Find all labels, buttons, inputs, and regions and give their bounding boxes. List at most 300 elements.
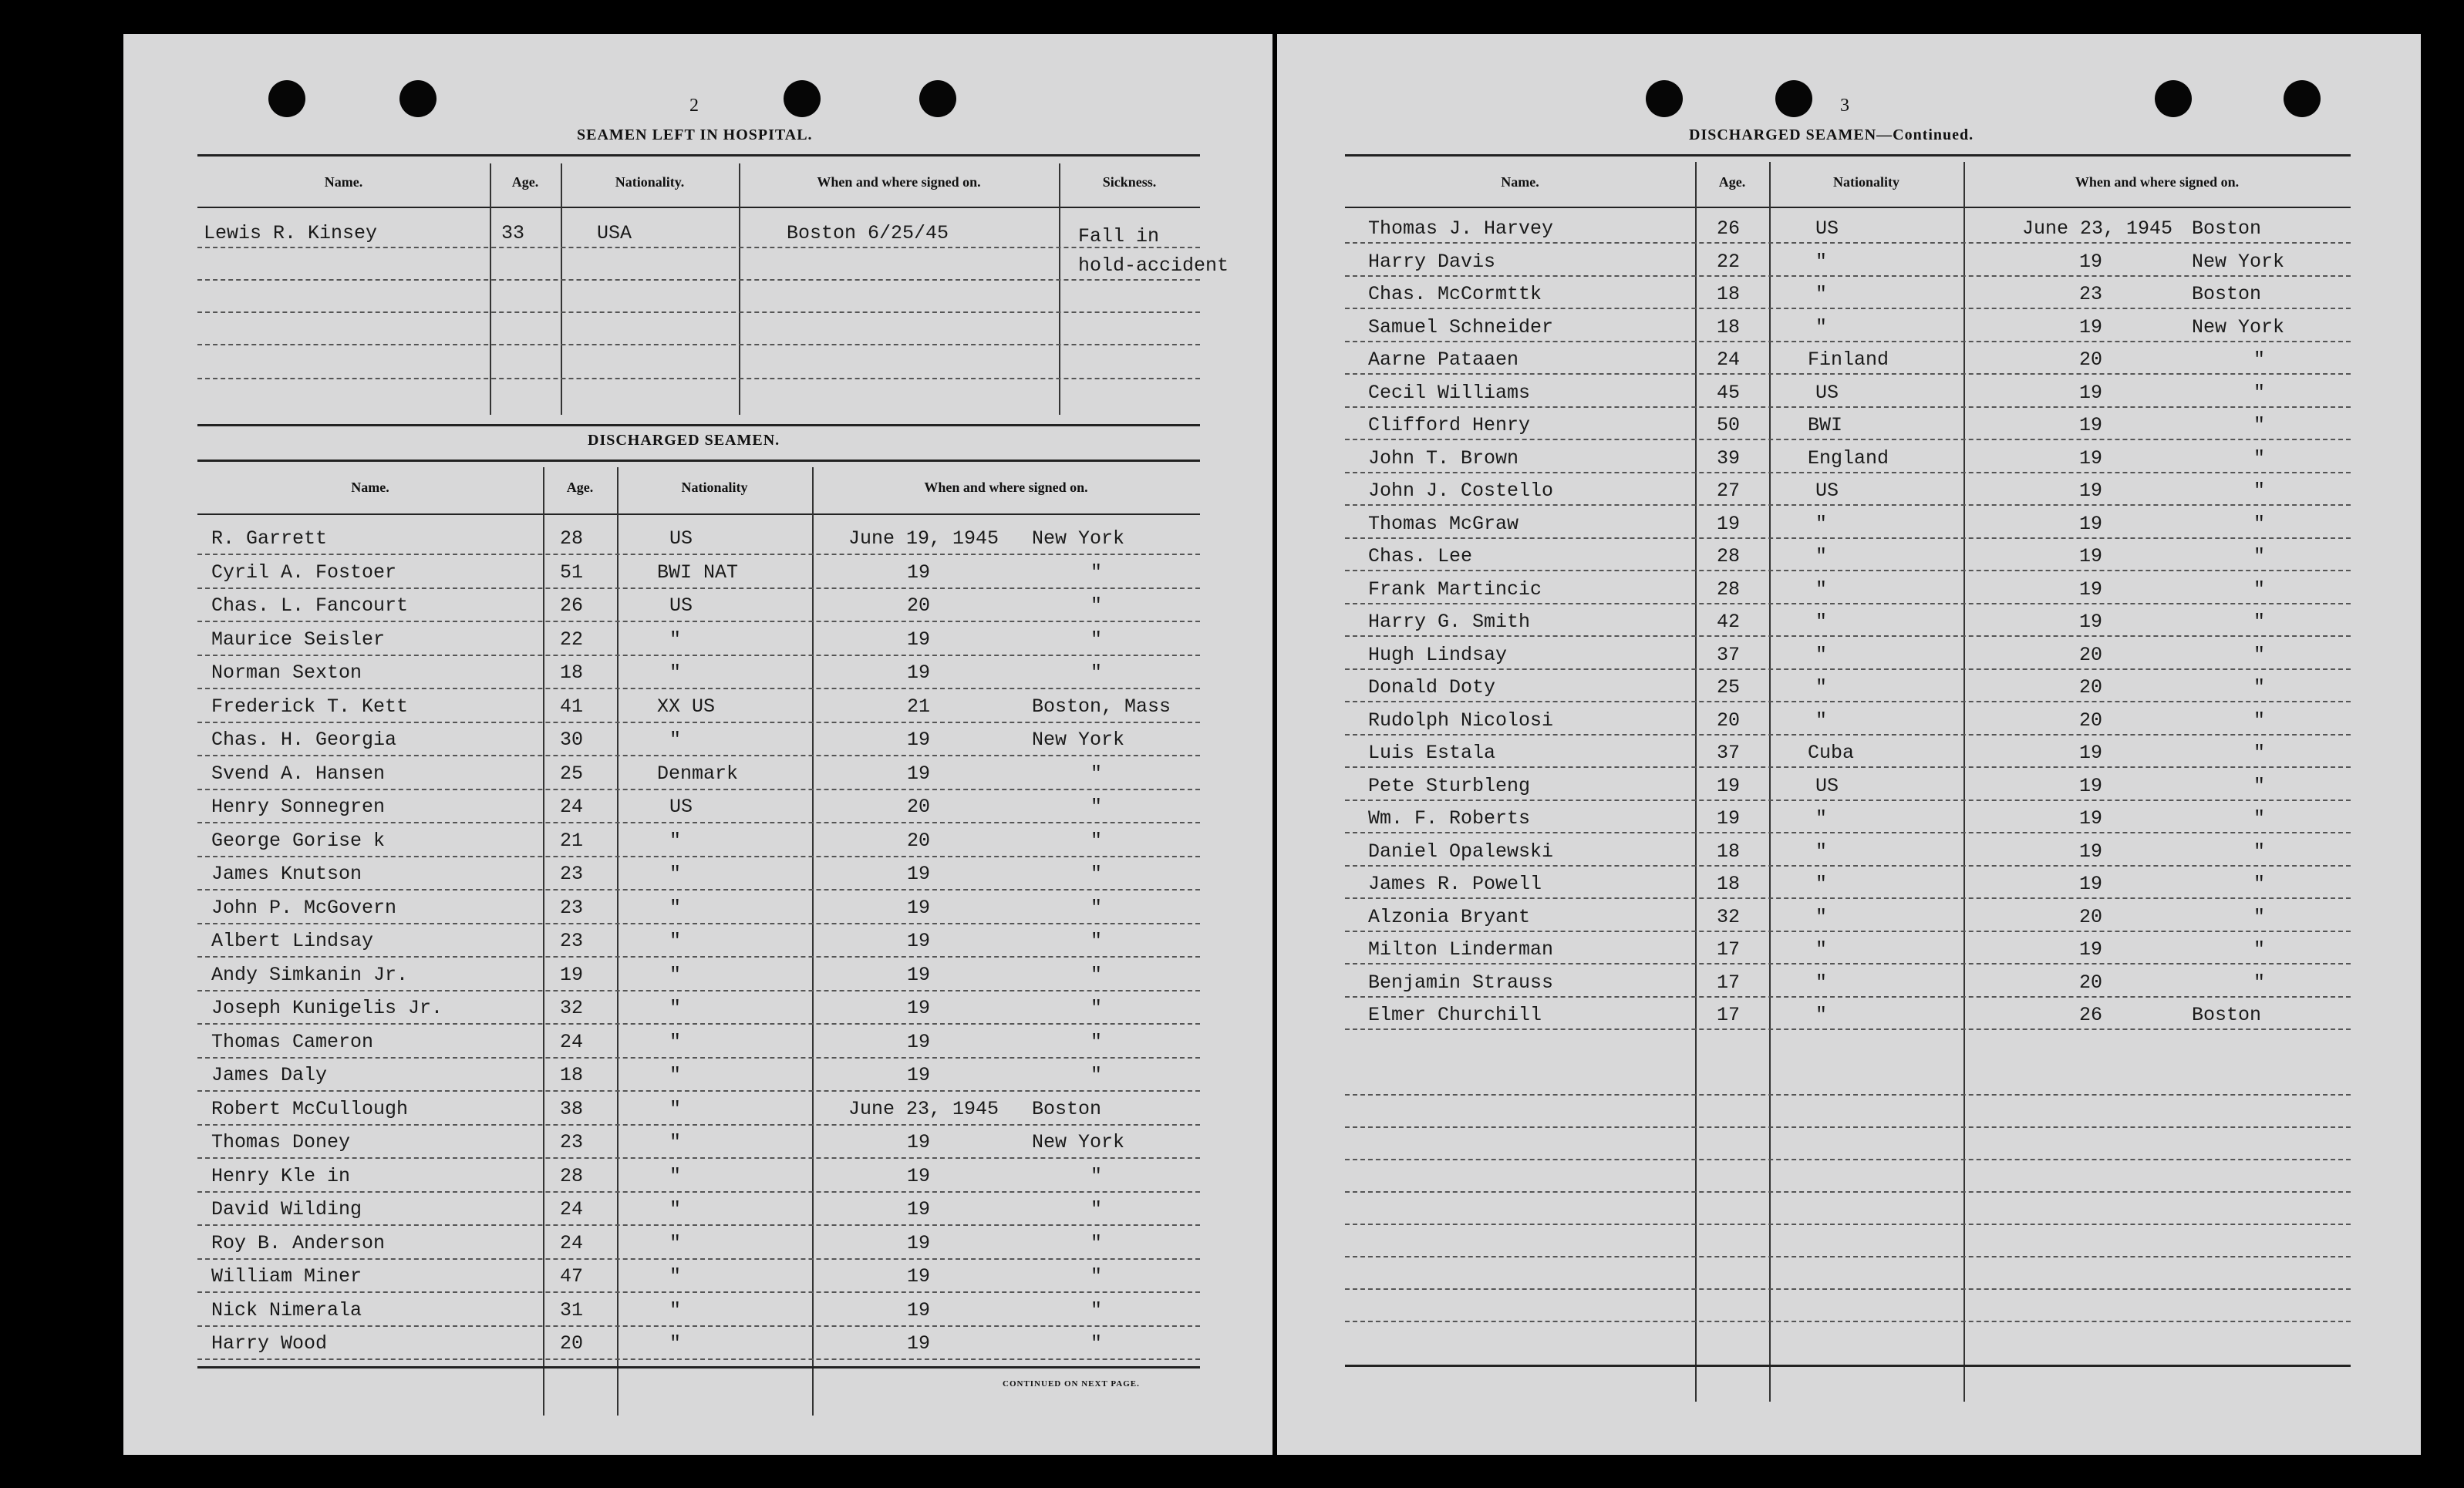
dotted-row-line <box>1345 963 2351 965</box>
seaman-nationality: US <box>1815 775 1839 797</box>
hospital-header-nationality: Nationality. <box>615 174 685 190</box>
dotted-row-line <box>1345 570 2351 571</box>
dotted-row-line <box>1345 897 2351 899</box>
dotted-row-line <box>1345 635 2351 637</box>
seaman-signed-place: " <box>1090 964 1103 986</box>
dotted-row-line <box>1345 603 2351 604</box>
seaman-signed-place: " <box>1090 863 1103 885</box>
dotted-row-line <box>197 1291 1200 1293</box>
dotted-row-line <box>1345 931 2351 932</box>
seaman-name: Chas. L. Fancourt <box>211 594 409 617</box>
seaman-age: 17 <box>1717 1004 1741 1026</box>
seaman-age: 19 <box>1717 513 1741 535</box>
seaman-age: 41 <box>560 695 584 718</box>
seaman-signed-date: 19 <box>2079 316 2103 338</box>
dotted-row-line <box>197 1157 1200 1159</box>
seaman-nationality: " <box>1815 709 1828 732</box>
seaman-nationality: US <box>1815 480 1839 502</box>
seaman-age: 24 <box>1717 348 1741 371</box>
seaman-nationality: " <box>669 897 682 919</box>
seaman-signed-date: 20 <box>2079 906 2103 928</box>
dotted-row-line <box>1345 275 2351 277</box>
seaman-signed-date: June 23, 1945 <box>2022 217 2173 240</box>
seaman-signed-place: Boston <box>2192 1004 2262 1026</box>
seaman-name: Albert Lindsay <box>211 930 374 952</box>
right-col-divider <box>1769 162 1771 1402</box>
punch-hole <box>2155 80 2192 117</box>
dotted-row-line <box>1345 1126 2351 1128</box>
seaman-signed-date: 19 <box>907 1299 931 1321</box>
seaman-signed-place: " <box>2253 480 2266 502</box>
seaman-age: 17 <box>1717 971 1741 994</box>
dotted-row-line <box>197 923 1200 924</box>
seaman-age: 22 <box>560 628 584 651</box>
seaman-signed-date: 20 <box>907 594 931 617</box>
right-col-divider <box>1695 162 1697 1402</box>
seaman-name: Cyril A. Fostoer <box>211 561 397 584</box>
seaman-signed-date: 19 <box>907 1165 931 1187</box>
seaman-signed-place: " <box>2253 513 2266 535</box>
seaman-signed-date: 26 <box>2079 1004 2103 1026</box>
seaman-name: R. Garrett <box>211 527 328 550</box>
seaman-age: 31 <box>560 1299 584 1321</box>
seaman-signed-place: " <box>2253 676 2266 699</box>
seaman-name: John P. McGovern <box>211 897 397 919</box>
seaman-signed-date: 20 <box>2079 709 2103 732</box>
seaman-name: Rudolph Nicolosi <box>1368 709 1554 732</box>
seaman-signed-place: " <box>1090 561 1103 584</box>
seaman-signed-place: Boston <box>2192 217 2262 240</box>
seaman-age: 28 <box>1717 578 1741 601</box>
discharged-bottom-rule <box>197 1366 1200 1368</box>
seaman-signed-place: " <box>1090 997 1103 1019</box>
seaman-signed-date: 19 <box>2079 807 2103 830</box>
dotted-row-line <box>197 1358 1200 1360</box>
seaman-signed-place: " <box>1090 1299 1103 1321</box>
seaman-name: Wm. F. Roberts <box>1368 807 1531 830</box>
right-top-rule <box>1345 154 2351 157</box>
seaman-signed-date: 19 <box>2079 447 2103 470</box>
dotted-row-line <box>1345 1191 2351 1193</box>
continued-note: CONTINUED ON NEXT PAGE. <box>1003 1379 1140 1389</box>
seaman-signed-place: " <box>1090 1165 1103 1187</box>
seaman-signed-place: " <box>1090 830 1103 852</box>
punch-hole <box>2284 80 2321 117</box>
seaman-signed-place: " <box>2253 906 2266 928</box>
dotted-row-line <box>197 1325 1200 1327</box>
hospital-age: 33 <box>501 222 525 244</box>
right-header-age: Age. <box>1718 174 1746 190</box>
seaman-signed-date: 19 <box>907 1232 931 1254</box>
seaman-signed-date: 19 <box>907 561 931 584</box>
seaman-age: 47 <box>560 1265 584 1288</box>
seaman-age: 28 <box>560 1165 584 1187</box>
hospital-sickness-cont: hold-accident <box>1078 254 1229 277</box>
seaman-signed-date: 20 <box>2079 348 2103 371</box>
seaman-signed-date: 19 <box>907 1131 931 1153</box>
seaman-signed-date: 19 <box>907 1031 931 1053</box>
seaman-signed-date: 19 <box>907 763 931 785</box>
seaman-signed-place: " <box>1090 662 1103 684</box>
seaman-age: 37 <box>1717 742 1741 764</box>
seaman-signed-place: " <box>1090 1232 1103 1254</box>
discharged-top-rule <box>197 460 1200 462</box>
seaman-name: John J. Costello <box>1368 480 1554 502</box>
seaman-age: 23 <box>560 1131 584 1153</box>
seaman-age: 19 <box>1717 807 1741 830</box>
dotted-row-line <box>1345 504 2351 506</box>
seaman-age: 26 <box>560 594 584 617</box>
seaman-name: Benjamin Strauss <box>1368 971 1554 994</box>
hospital-title: SEAMEN LEFT IN HOSPITAL. <box>577 126 813 143</box>
seaman-signed-place: " <box>1090 1332 1103 1355</box>
hospital-header-name: Name. <box>324 174 363 190</box>
dotted-row-line <box>1345 537 2351 539</box>
page-number: 3 <box>1840 96 1849 116</box>
dotted-row-line <box>197 344 1200 345</box>
seaman-name: Luis Estala <box>1368 742 1496 764</box>
seaman-signed-place: " <box>2253 807 2266 830</box>
seaman-name: Hugh Lindsay <box>1368 644 1508 666</box>
seaman-signed-date: 19 <box>907 1332 931 1355</box>
punch-hole <box>1775 80 1812 117</box>
dotted-row-line <box>1345 1094 2351 1096</box>
seaman-signed-place: Boston <box>1032 1098 1102 1120</box>
dotted-row-line <box>1345 1288 2351 1290</box>
seaman-age: 23 <box>560 930 584 952</box>
seaman-name: Frank Martincic <box>1368 578 1542 601</box>
seaman-age: 18 <box>1717 873 1741 895</box>
dotted-row-line <box>1345 242 2351 244</box>
seaman-nationality: " <box>669 997 682 1019</box>
seaman-nationality: " <box>669 1265 682 1288</box>
seaman-signed-date: 20 <box>2079 644 2103 666</box>
seaman-age: 28 <box>1717 545 1741 567</box>
seaman-name: Joseph Kunigelis Jr. <box>211 997 443 1019</box>
seaman-signed-date: 19 <box>2079 513 2103 535</box>
seaman-signed-date: 19 <box>907 662 931 684</box>
seaman-age: 26 <box>1717 217 1741 240</box>
seaman-signed-date: 20 <box>2079 971 2103 994</box>
seaman-age: 18 <box>560 662 584 684</box>
dotted-row-line <box>1345 472 2351 473</box>
seaman-signed-date: June 19, 1945 <box>848 527 999 550</box>
dotted-row-line <box>1345 1159 2351 1160</box>
punch-hole <box>1646 80 1683 117</box>
seaman-signed-date: 19 <box>907 729 931 751</box>
seaman-age: 25 <box>560 763 584 785</box>
dotted-row-line <box>197 688 1200 689</box>
seaman-name: Samuel Schneider <box>1368 316 1554 338</box>
seaman-name: Elmer Churchill <box>1368 1004 1542 1026</box>
seaman-nationality: US <box>669 527 693 550</box>
discharged-head-rule <box>197 513 1200 515</box>
dotted-row-line <box>197 956 1200 958</box>
seaman-signed-place: " <box>1090 930 1103 952</box>
seaman-age: 25 <box>1717 676 1741 699</box>
seaman-signed-place: " <box>2253 742 2266 764</box>
seaman-age: 18 <box>1717 283 1741 305</box>
dotted-row-line <box>197 621 1200 622</box>
seaman-nationality: " <box>1815 545 1828 567</box>
seaman-signed-place: " <box>2253 447 2266 470</box>
dotted-row-line <box>1345 701 2351 702</box>
hospital-nationality: USA <box>597 222 632 244</box>
seaman-signed-place: " <box>2253 644 2266 666</box>
seaman-name: Alzonia Bryant <box>1368 906 1531 928</box>
seaman-name: Norman Sexton <box>211 662 362 684</box>
seaman-signed-place: " <box>2253 611 2266 633</box>
dotted-row-line <box>1345 766 2351 768</box>
seaman-name: Roy B. Anderson <box>211 1232 386 1254</box>
discharged-header-age: Age. <box>566 480 594 495</box>
seaman-signed-date: 19 <box>2079 775 2103 797</box>
seaman-signed-date: 20 <box>907 830 931 852</box>
seaman-nationality: " <box>669 830 682 852</box>
punch-hole <box>268 80 305 117</box>
seaman-nationality: " <box>669 1332 682 1355</box>
dotted-row-line <box>1345 1256 2351 1257</box>
seaman-signed-place: " <box>1090 628 1103 651</box>
seaman-signed-date: 20 <box>907 796 931 818</box>
seaman-nationality: " <box>1815 644 1828 666</box>
dotted-row-line <box>197 1191 1200 1193</box>
seaman-name: Maurice Seisler <box>211 628 386 651</box>
seaman-nationality: US <box>1815 217 1839 240</box>
seaman-age: 23 <box>560 863 584 885</box>
seaman-nationality: " <box>1815 283 1828 305</box>
seaman-signed-place: " <box>1090 1198 1103 1220</box>
seaman-signed-date: 19 <box>2079 611 2103 633</box>
seaman-age: 17 <box>1717 938 1741 961</box>
dotted-row-line <box>197 247 1200 248</box>
dotted-row-line <box>197 990 1200 991</box>
seaman-nationality: " <box>669 729 682 751</box>
discharged-title: DISCHARGED SEAMEN. <box>588 432 780 449</box>
seaman-name: Robert McCullough <box>211 1098 409 1120</box>
seaman-nationality: BWI <box>1808 414 1843 436</box>
punch-hole <box>919 80 956 117</box>
seaman-name: Thomas J. Harvey <box>1368 217 1554 240</box>
dotted-row-line <box>1345 865 2351 867</box>
seaman-nationality: " <box>669 1131 682 1153</box>
right-page <box>1277 34 2421 1455</box>
seaman-signed-date: 23 <box>2079 283 2103 305</box>
seaman-name: Andy Simkanin Jr. <box>211 964 409 986</box>
dotted-row-line <box>1345 668 2351 670</box>
seaman-nationality: Finland <box>1808 348 1889 371</box>
seaman-nationality: " <box>1815 906 1828 928</box>
dotted-row-line <box>1345 1028 2351 1030</box>
dotted-row-line <box>1345 373 2351 375</box>
dotted-row-line <box>197 789 1200 790</box>
seaman-signed-place: " <box>2253 709 2266 732</box>
seaman-age: 30 <box>560 729 584 751</box>
seaman-signed-date: 19 <box>907 997 931 1019</box>
seaman-signed-date: 19 <box>2079 545 2103 567</box>
seaman-signed-place: " <box>2253 545 2266 567</box>
seaman-nationality: US <box>669 594 693 617</box>
seaman-signed-place: " <box>2253 414 2266 436</box>
seaman-signed-place: New York <box>1032 527 1125 550</box>
seaman-age: 22 <box>1717 251 1741 273</box>
seaman-signed-place: " <box>1090 1031 1103 1053</box>
seaman-signed-place: " <box>2253 775 2266 797</box>
seaman-signed-place: Boston <box>2192 283 2262 305</box>
seaman-nationality: " <box>669 628 682 651</box>
seaman-signed-place: " <box>2253 840 2266 863</box>
discharged-col-divider <box>812 467 814 1416</box>
seaman-signed-place: " <box>1090 1064 1103 1086</box>
page-number: 2 <box>689 96 699 116</box>
seaman-name: Svend A. Hansen <box>211 763 386 785</box>
seaman-nationality: " <box>1815 316 1828 338</box>
hospital-sickness: Fall in <box>1078 225 1160 247</box>
seaman-signed-place: " <box>2253 578 2266 601</box>
seaman-age: 42 <box>1717 611 1741 633</box>
seaman-signed-place: " <box>2253 938 2266 961</box>
seaman-name: Aarne Pataaen <box>1368 348 1519 371</box>
seaman-signed-place: " <box>1090 763 1103 785</box>
seaman-name: Clifford Henry <box>1368 414 1531 436</box>
seaman-name: John T. Brown <box>1368 447 1519 470</box>
dotted-row-line <box>1345 439 2351 440</box>
seaman-signed-date: 19 <box>2079 840 2103 863</box>
seaman-signed-date: 19 <box>2079 414 2103 436</box>
seaman-age: 27 <box>1717 480 1741 502</box>
seaman-signed-date: 19 <box>907 964 931 986</box>
seaman-name: Harry Wood <box>211 1332 328 1355</box>
seaman-signed-date: 19 <box>2079 742 2103 764</box>
continued-title: DISCHARGED SEAMEN—Continued. <box>1689 126 1974 143</box>
seaman-nationality: " <box>669 662 682 684</box>
seaman-age: 18 <box>1717 316 1741 338</box>
seaman-nationality: " <box>1815 676 1828 699</box>
hospital-header-age: Age. <box>511 174 539 190</box>
seaman-name: Thomas Doney <box>211 1131 351 1153</box>
seaman-name: William Miner <box>211 1265 362 1288</box>
dotted-row-line <box>1345 406 2351 408</box>
seaman-nationality: " <box>1815 1004 1828 1026</box>
seaman-nationality: " <box>669 1232 682 1254</box>
seaman-name: James Daly <box>211 1064 328 1086</box>
seaman-name: Daniel Opalewski <box>1368 840 1554 863</box>
seaman-signed-place: New York <box>1032 729 1125 751</box>
seaman-signed-date: 19 <box>907 897 931 919</box>
seaman-age: 50 <box>1717 414 1741 436</box>
right-bottom-rule <box>1345 1365 2351 1367</box>
seaman-signed-place: " <box>2253 873 2266 895</box>
seaman-signed-date: 19 <box>2079 873 2103 895</box>
seaman-age: 24 <box>560 1232 584 1254</box>
right-header-signed: When and where signed on. <box>2075 174 2240 190</box>
seaman-signed-date: 19 <box>2079 578 2103 601</box>
seaman-name: George Gorise k <box>211 830 386 852</box>
seaman-age: 24 <box>560 1198 584 1220</box>
seaman-name: Nick Nimerala <box>211 1299 362 1321</box>
seaman-signed-place: " <box>2253 971 2266 994</box>
seaman-age: 32 <box>1717 906 1741 928</box>
seaman-age: 32 <box>560 997 584 1019</box>
seaman-name: Donald Doty <box>1368 676 1496 699</box>
left-page <box>123 34 1272 1455</box>
seaman-signed-date: 19 <box>907 628 931 651</box>
seaman-nationality: " <box>1815 938 1828 961</box>
seaman-signed-place: " <box>1090 796 1103 818</box>
seaman-age: 28 <box>560 527 584 550</box>
seaman-signed-place: " <box>1090 1265 1103 1288</box>
seaman-signed-date: 19 <box>907 863 931 885</box>
seaman-signed-date: 21 <box>907 695 931 718</box>
seaman-nationality: " <box>669 863 682 885</box>
punch-hole <box>399 80 437 117</box>
seaman-nationality: " <box>669 1198 682 1220</box>
dotted-row-line <box>197 1224 1200 1226</box>
discharged-header-nationality: Nationality <box>681 480 748 495</box>
seaman-age: 37 <box>1717 644 1741 666</box>
right-header-name: Name. <box>1501 174 1539 190</box>
dotted-row-line <box>197 1057 1200 1059</box>
seaman-age: 51 <box>560 561 584 584</box>
punch-hole <box>784 80 821 117</box>
seaman-name: James Knutson <box>211 863 362 885</box>
seaman-nationality: " <box>1815 807 1828 830</box>
discharged-header-signed: When and where signed on. <box>924 480 1088 495</box>
discharged-header-name: Name. <box>351 480 389 495</box>
seaman-nationality: XX US <box>657 695 716 718</box>
dotted-row-line <box>197 822 1200 823</box>
dotted-row-line <box>197 755 1200 756</box>
dotted-row-line <box>1345 996 2351 998</box>
dotted-row-line <box>197 378 1200 379</box>
seaman-age: 24 <box>560 796 584 818</box>
seaman-name: David Wilding <box>211 1198 362 1220</box>
right-header-nationality: Nationality <box>1832 174 1899 190</box>
seaman-signed-place: Boston, Mass <box>1032 695 1171 718</box>
seaman-nationality: " <box>1815 578 1828 601</box>
seaman-signed-place: New York <box>1032 1131 1125 1153</box>
dotted-row-line <box>197 889 1200 890</box>
right-head-rule <box>1345 207 2351 208</box>
seaman-age: 20 <box>560 1332 584 1355</box>
dotted-row-line <box>197 856 1200 857</box>
seaman-signed-date: 20 <box>2079 676 2103 699</box>
seaman-nationality: " <box>669 930 682 952</box>
seaman-name: Cecil Williams <box>1368 382 1531 404</box>
seaman-nationality: " <box>1815 873 1828 895</box>
seaman-nationality: US <box>669 796 693 818</box>
dotted-row-line <box>197 1124 1200 1126</box>
seaman-nationality: England <box>1808 447 1889 470</box>
seaman-age: 39 <box>1717 447 1741 470</box>
dotted-row-line <box>1345 1224 2351 1225</box>
dotted-row-line <box>197 587 1200 589</box>
seaman-nationality: " <box>669 964 682 986</box>
seaman-name: Chas. McCormttk <box>1368 283 1542 305</box>
seaman-name: Harry G. Smith <box>1368 611 1531 633</box>
seaman-signed-date: 19 <box>907 1265 931 1288</box>
dotted-row-line <box>1345 734 2351 736</box>
seaman-name: James R. Powell <box>1368 873 1542 895</box>
seaman-signed-date: 19 <box>907 1198 931 1220</box>
hospital-header-sickness: Sickness. <box>1102 174 1157 190</box>
hospital-header-signed: When and where signed on. <box>817 174 981 190</box>
dotted-row-line <box>1345 308 2351 309</box>
hospital-head-rule <box>197 207 1200 208</box>
seaman-signed-place: New York <box>2192 316 2285 338</box>
seaman-name: Pete Sturbleng <box>1368 775 1531 797</box>
dotted-row-line <box>197 722 1200 723</box>
